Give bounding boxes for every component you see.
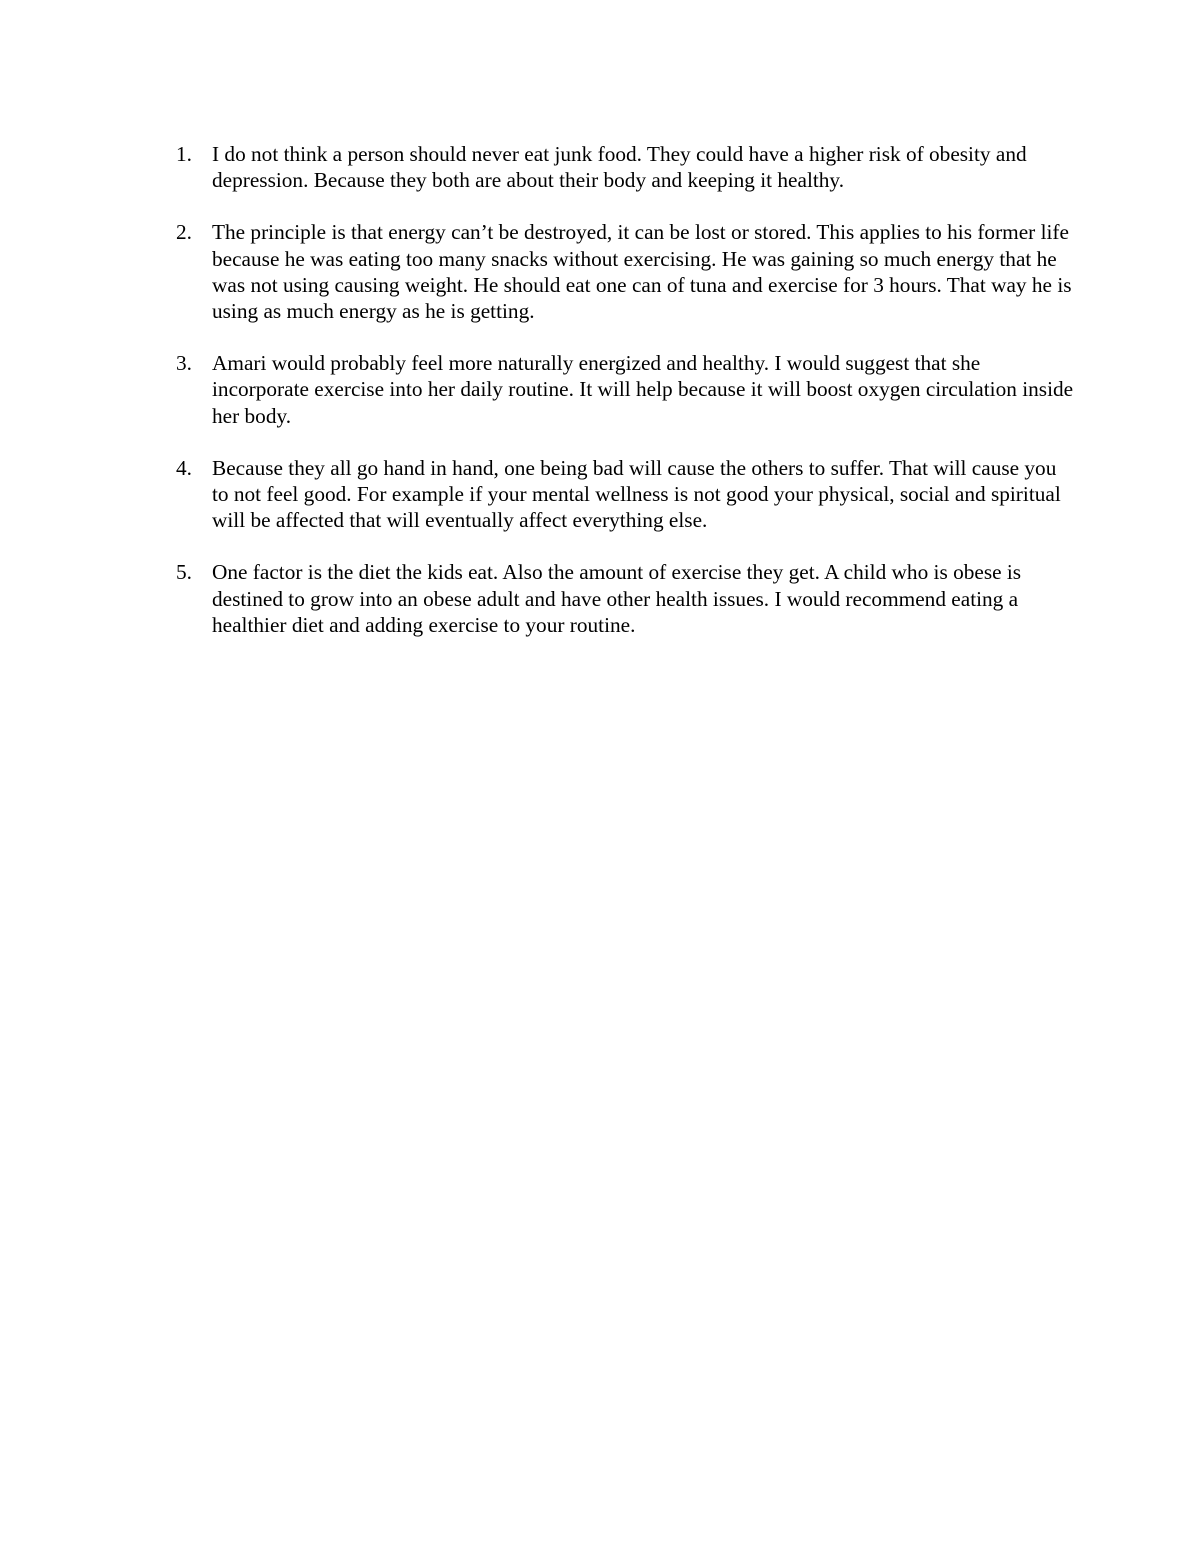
list-item: [176, 141, 1076, 193]
list-item: [176, 350, 1076, 429]
item-number: 5.: [176, 560, 192, 585]
item-text: Because they all go hand in hand, one being bad will cause the others to suffer. That will cause you to not feel good. For example if your mental wellness is not good your physical, social and spiritual will be affected that will eventually affect everything else.: [212, 455, 1061, 533]
item-number: 3.: [176, 351, 192, 376]
list-item: [176, 559, 1076, 638]
list-item: [176, 219, 1076, 324]
item-text: Amari would probably feel more naturally energized and healthy. I would suggest that she incorporate exercise into her daily routine. It will help because it will boost oxygen circulation inside her body.: [212, 351, 1074, 428]
answer-list: [176, 141, 1076, 664]
item-text: I do not think a person should never eat junk food. They could have a higher risk of obesity and depression. Because they both are about their body and keeping it healthy.: [212, 142, 1027, 193]
list-item: [176, 455, 1076, 534]
item-text: One factor is the diet the kids eat. Also the amount of exercise they get. A child who is obese is destined to grow into an obese adult and have other health issues. I would recommend eating a healthier diet and adding exercise to your routine.: [212, 560, 1022, 637]
item-number: 2.: [176, 220, 192, 245]
item-number: 1.: [176, 142, 192, 166]
item-text: The principle is that energy can’t be destroyed, it can be lost or stored. This applies to his former life because he was eating too many snacks without exercising. He was gaining so much energy that he was not using causing weight. He should eat one can of tuna and exercise for 3 hours. That way he is using as much energy as he is getting.: [212, 220, 1072, 324]
item-number: 4.: [176, 455, 192, 480]
